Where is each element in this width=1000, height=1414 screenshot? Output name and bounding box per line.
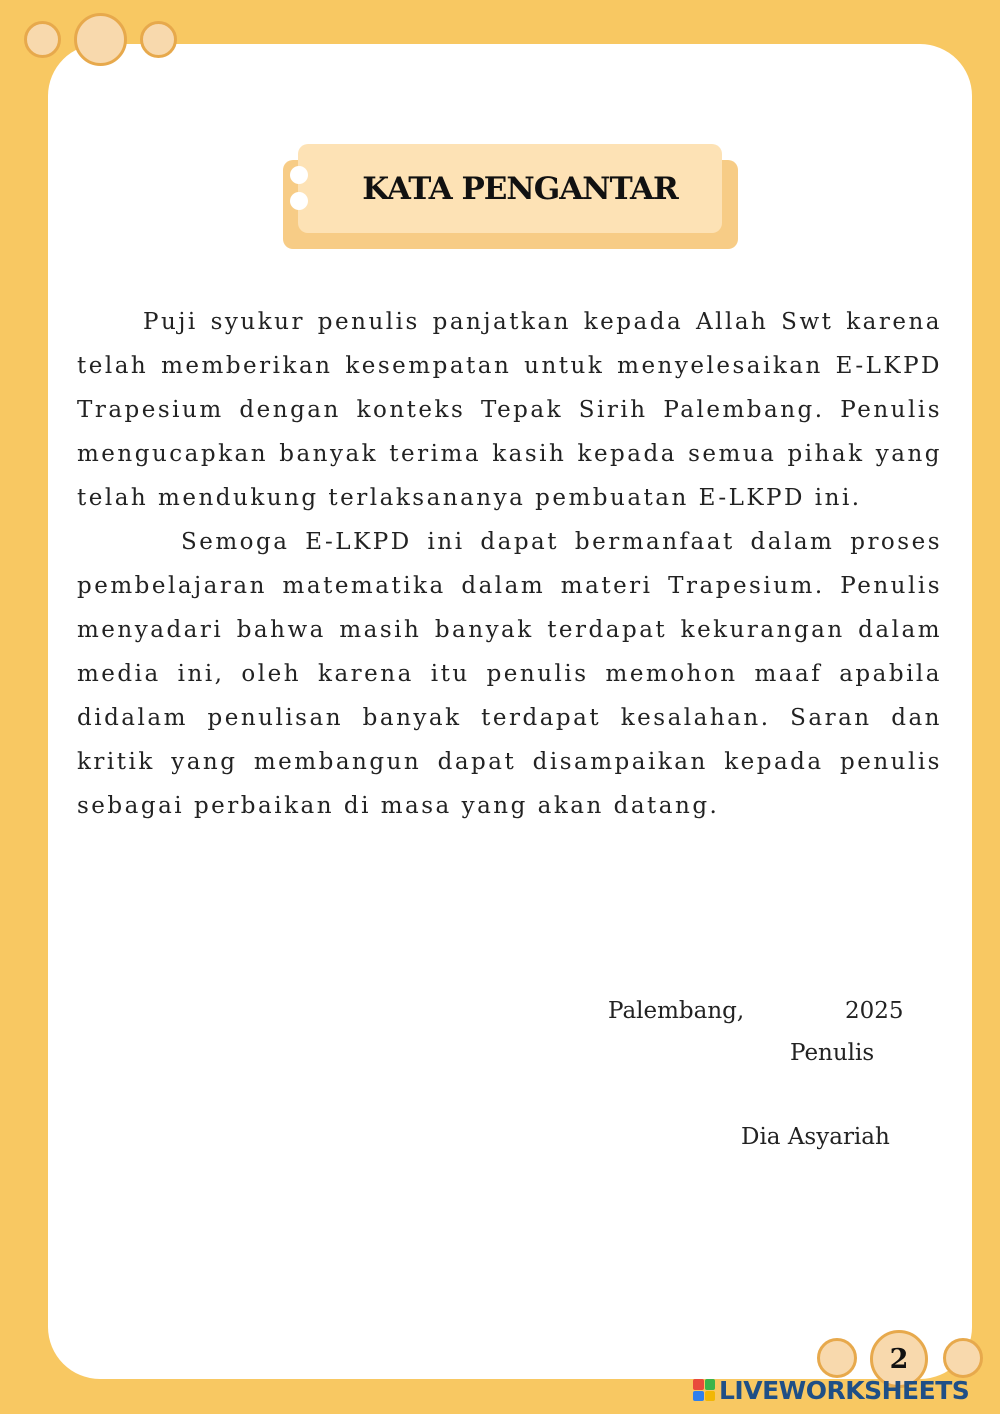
decorative-dot [74,13,127,66]
paragraph: Semoga E-LKPD ini dapat bermanfaat dalam proses pembelajaran matematika dalam materi Trapesium. Penulis menyadari bahwa masih banyak terdapat kekurangan dalam media ini, oleh karena itu penulis memohon maaf apabila didalam penulisan banyak terdapat kesalahan. Saran dan kritik yang membangun dapat disampaikan kepada penulis sebagai perbaikan di masa yang akan datang. [77,529,942,819]
page-title: KATA PENGANTAR [362,170,678,207]
decorative-dot [943,1338,983,1378]
signature-year: 2025 [845,998,904,1024]
signature-place: Palembang, [608,998,745,1024]
decorative-dot [140,21,177,58]
decorative-dot [24,21,61,58]
signature-role: Penulis [790,1040,875,1066]
brand-logo-icon [693,1379,715,1401]
body-text [77,300,942,828]
title-banner [298,144,722,233]
paragraph: Puji syukur penulis panjatkan kepada Allah Swt karena telah memberikan kesempatan untuk menyelesaikan E-LKPD Trapesium dengan konteks Tepak Sirih Palembang. Penulis mengucapkan banyak terima kasih kepada semua pihak yang telah mendukung terlaksananya pembuatan E-LKPD ini. [77,309,942,511]
banner-hole [290,192,308,210]
brand-text: LIVEWORKSHEETS [719,1375,970,1405]
brand-watermark [693,1376,969,1404]
signature-name: Dia Asyariah [741,1124,890,1150]
banner-hole [290,166,308,184]
page-number: 2 [870,1330,928,1388]
decorative-dot [817,1338,857,1378]
